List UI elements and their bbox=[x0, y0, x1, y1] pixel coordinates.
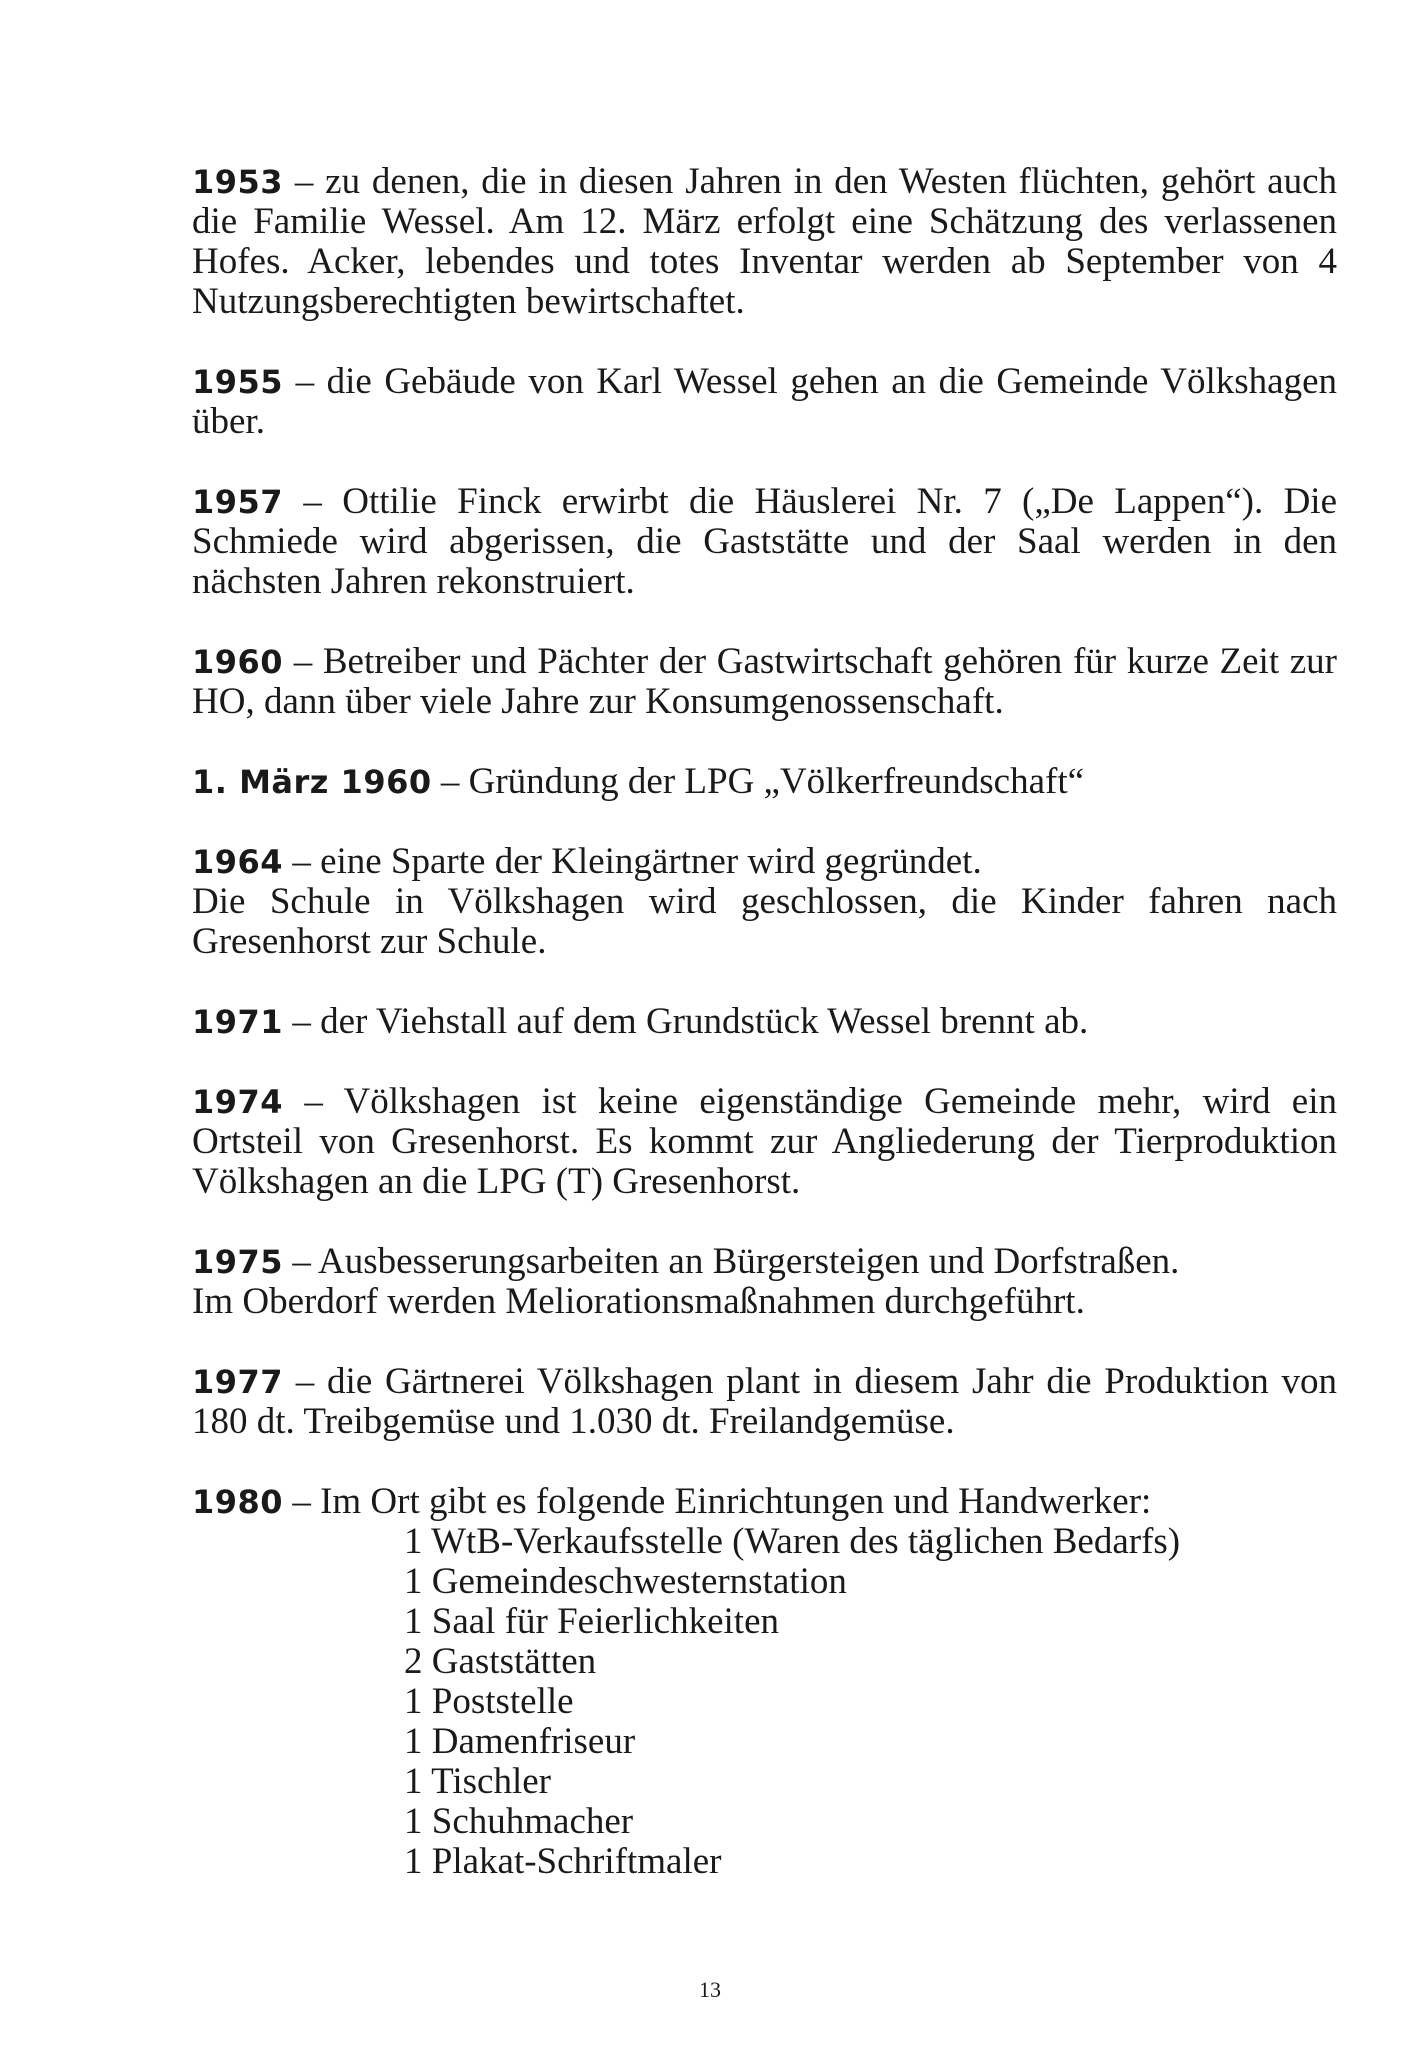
entry-text-continued: Im Oberdorf werden Meliorationsmaßnahmen durchgeführt. bbox=[192, 1281, 1085, 1322]
entry-text: – eine Sparte der Kleingärtner wird gegründet. bbox=[283, 841, 982, 882]
chronicle-entry-1975 bbox=[192, 1242, 1337, 1322]
entry-text: – Betreiber und Pächter der Gastwirtschaft gehören für kurze Zeit zur HO, dann über viele Jahre zur Konsumgenossenschaft. bbox=[192, 641, 1337, 722]
entry-year: 1964 bbox=[192, 843, 284, 881]
list-item: 1 Gemeindeschwesternstation bbox=[404, 1561, 847, 1602]
list-item: 1 Damenfriseur bbox=[404, 1721, 636, 1762]
chronicle-entry-1977 bbox=[192, 1362, 1337, 1442]
list-item: 1 Poststelle bbox=[404, 1681, 574, 1722]
entry-text: – der Viehstall auf dem Grundstück Wessel brennt ab. bbox=[283, 1001, 1089, 1042]
chronicle-entry-1964 bbox=[192, 842, 1337, 962]
entry-text: – Ottilie Finck erwirbt die Häuslerei Nr. 7 („De Lappen“). Die Schmiede wird abgerissen, die Gaststätte und der Saal werden in den nächsten Jahren rekonstruiert. bbox=[192, 481, 1337, 602]
facilities-list bbox=[192, 1522, 1337, 1882]
entry-text: – zu denen, die in diesen Jahren in den Westen flüchten, gehört auch die Familie Wessel. Am 12. März erfolgt eine Schätzung des verlassenen Hofes. Acker, lebendes und totes Inventar werden ab September von 4 Nutzungsberechtigten bewirtschaftet. bbox=[192, 161, 1337, 322]
entry-year: 1. März 1960 bbox=[192, 763, 432, 801]
chronicle-entry-1953 bbox=[192, 162, 1337, 322]
entry-text: – Im Ort gibt es folgende Einrichtungen und Handwerker: bbox=[283, 1481, 1152, 1522]
chronicle-entry-1980 bbox=[192, 1482, 1337, 1882]
page-number: 13 bbox=[699, 1977, 721, 2002]
list-item: 1 Plakat-Schriftmaler bbox=[404, 1841, 722, 1882]
chronicle-body bbox=[192, 162, 1337, 1922]
entry-year: 1971 bbox=[192, 1003, 284, 1041]
entry-text-continued: Die Schule in Völkshagen wird geschlossen, die Kinder fahren nach Gresenhorst zur Schule. bbox=[192, 881, 1337, 962]
entry-year: 1974 bbox=[192, 1083, 284, 1121]
entry-text: – Völkshagen ist keine eigenständige Gemeinde mehr, wird ein Ortsteil von Gresenhorst. Es kommt zur Angliederung der Tierproduktion Völkshagen an die LPG (T) Gresenhorst. bbox=[192, 1081, 1337, 1202]
entry-year: 1955 bbox=[192, 363, 284, 401]
list-item: 1 WtB-Verkaufsstelle (Waren des täglichen Bedarfs) bbox=[404, 1521, 1181, 1562]
list-item: 1 Saal für Feierlichkeiten bbox=[404, 1601, 780, 1642]
entry-text: – Ausbesserungsarbeiten an Bürgersteigen und Dorfstraßen. bbox=[283, 1241, 1180, 1282]
chronicle-entry-1971 bbox=[192, 1002, 1337, 1042]
entry-text: – Gründung der LPG „Völkerfreundschaft“ bbox=[431, 761, 1085, 802]
chronicle-entry-1955 bbox=[192, 362, 1337, 442]
list-item: 1 Schuhmacher bbox=[404, 1801, 634, 1842]
entry-year: 1977 bbox=[192, 1363, 284, 1401]
chronicle-entry-1960 bbox=[192, 642, 1337, 722]
chronicle-entry-1957 bbox=[192, 482, 1337, 602]
list-item: 2 Gaststätten bbox=[404, 1641, 597, 1682]
entry-year: 1953 bbox=[192, 163, 284, 201]
entry-year: 1975 bbox=[192, 1243, 284, 1281]
chronicle-entry-1974 bbox=[192, 1082, 1337, 1202]
entry-year: 1960 bbox=[192, 643, 284, 681]
entry-text: – die Gärtnerei Völkshagen plant in diesem Jahr die Produktion von 180 dt. Treibgemüse und 1.030 dt. Freilandgemüse. bbox=[192, 1361, 1337, 1442]
entry-year: 1980 bbox=[192, 1483, 284, 1521]
entry-year: 1957 bbox=[192, 483, 284, 521]
list-item: 1 Tischler bbox=[404, 1761, 552, 1802]
chronicle-entry-1960-march bbox=[192, 762, 1337, 802]
entry-text: – die Gebäude von Karl Wessel gehen an die Gemeinde Völkshagen über. bbox=[192, 361, 1337, 442]
